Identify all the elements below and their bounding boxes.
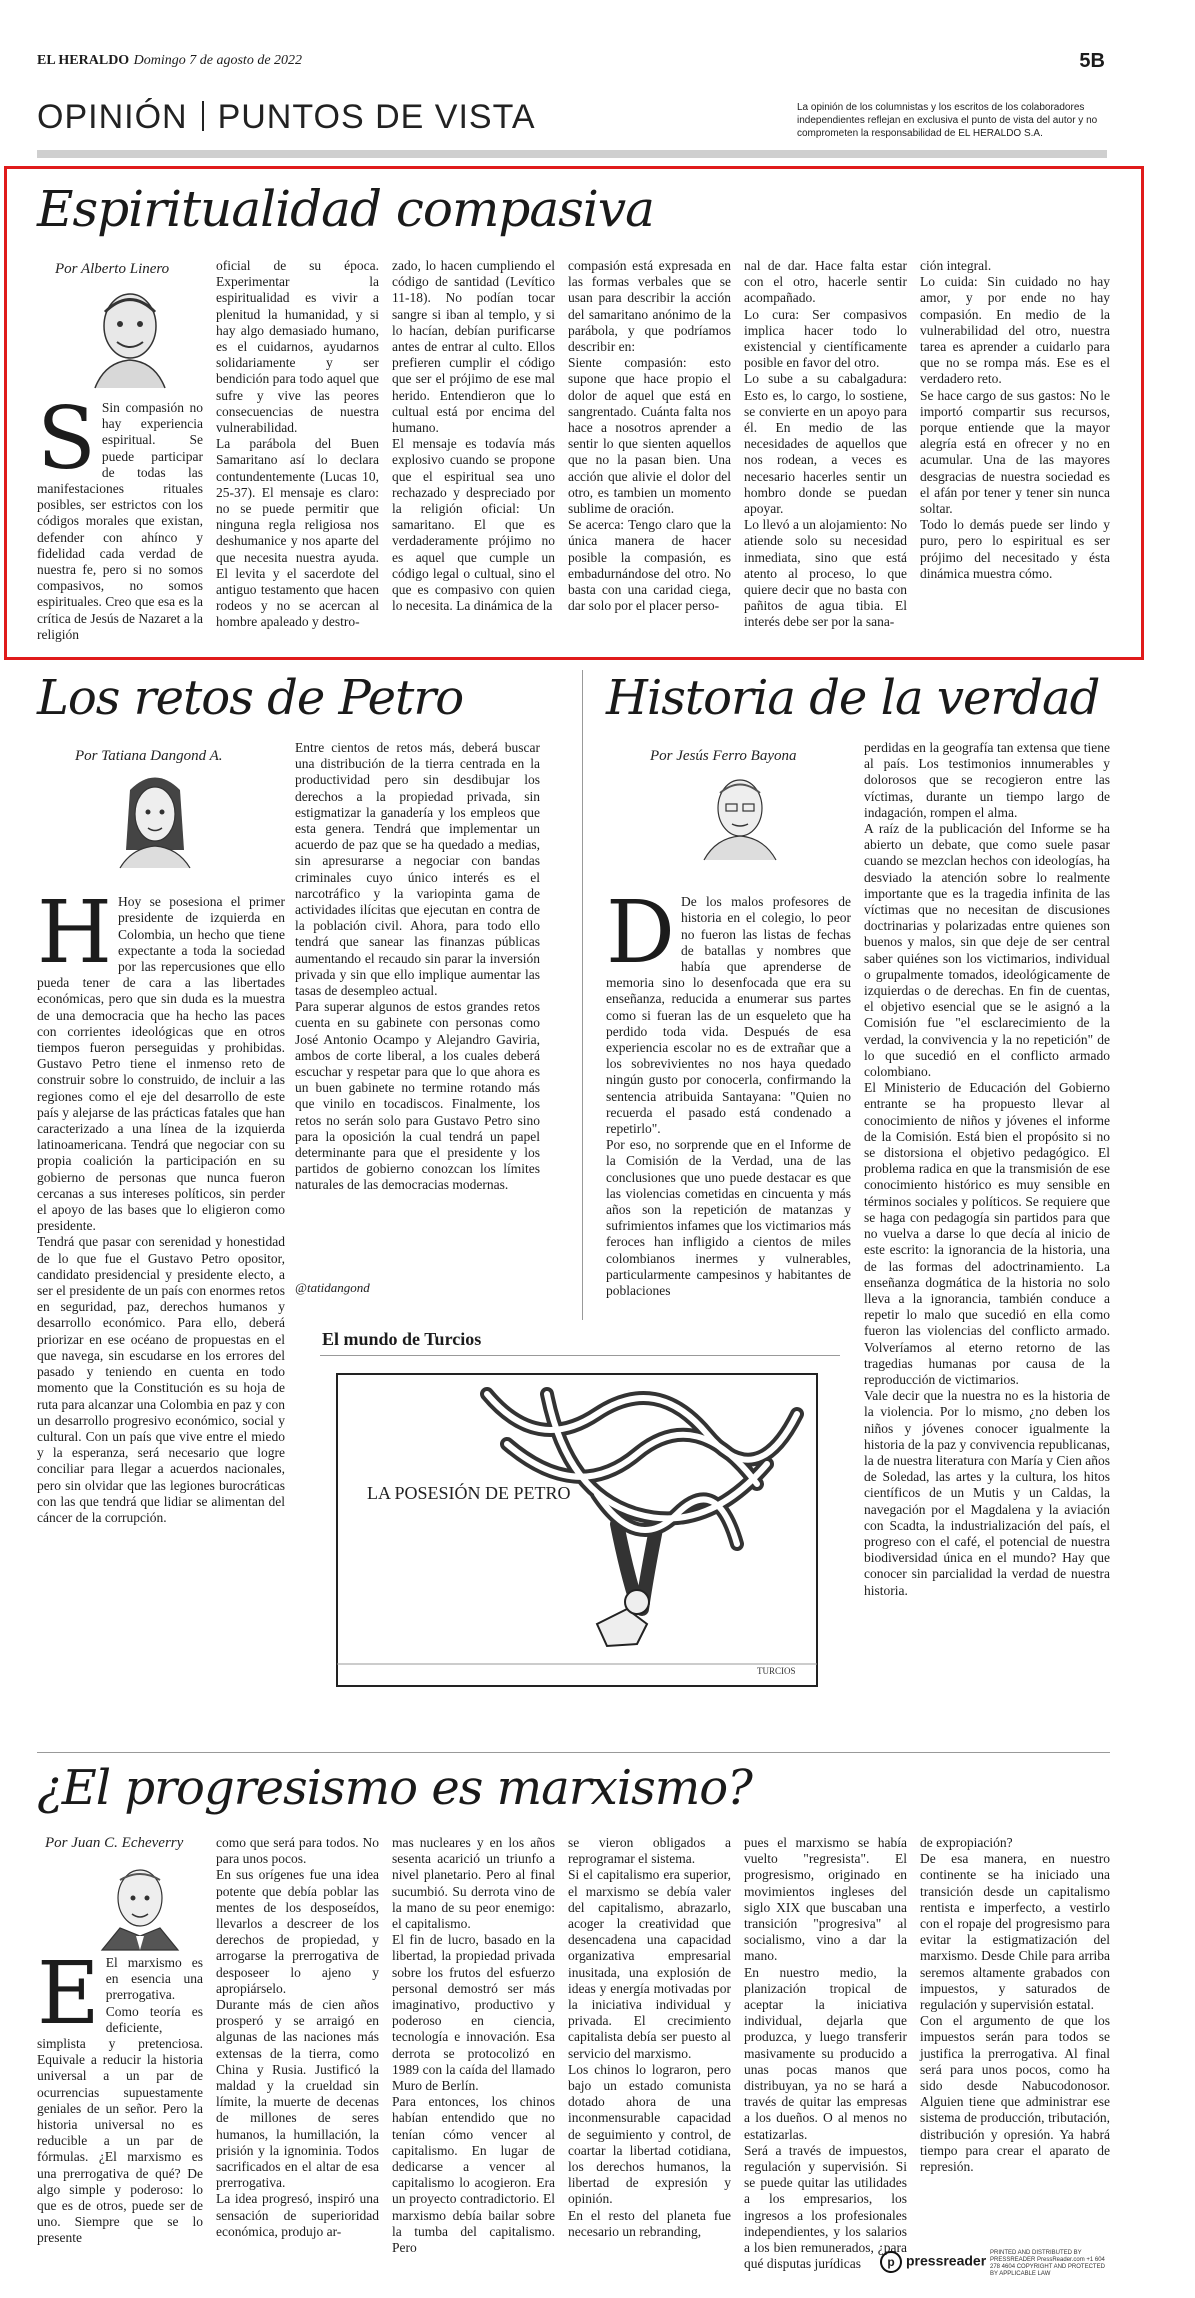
article2-byline: Por Tatiana Dangond A. <box>75 748 223 764</box>
article4-column-3: mas nucleares y en los años sesenta acarició un triunfo a nivel planetario. Pero al final sucumbió. Su derrota vino de la mano de su peor enemigo: el capitalismo. El fin de lucro, basado en la libertad, la propiedad privada sobre los frutos del esfuerzo personal demostró ser más imaginativo, productivo y poderoso en ciencia, tecnología e innovación. Esa derrota se protocolizó en 1989 con la caída del llamado Muro de Berlín. Para entonces, los chinos habían entendido que no tenían cómo vencer al capitalismo. En lugar de dedicarse a vencer al capitalismo lo acogieron. Era un proyecto contradictorio. El marxismo debía bailar sobre la tumba del capitalismo. Pero <box>392 1835 555 2256</box>
article4-byline: Por Juan C. Echeverry <box>45 1835 184 1851</box>
article2-column-1 <box>37 878 285 1525</box>
cartoon-illustration <box>337 1374 817 1686</box>
article3-column-2: perdidas en la geografía tan extensa que tiene al país. Los testimonios innumerables y dolorosos que se recogieron entre las víctimas, durante un tiempo largo de indagación, rompen el alma. A raíz de la publicación del Informe se ha abierto un debate, que como suele pasar cuando se mezclan hechos con ideologías, ha desviado la atención sobre lo realmente importante que es la tragedia infinita de las víctimas que no necesitan de discusiones doctrinarias y polarizadas entre quienes son buenos y malos, sin que deje de ser central saber quiénes son los victimarios, individual o grupalmente tomados, ideológicamente de izquierdas o de derechas. En fin de cuentas, el objetivo esencial que se le asignó a la Comisión fue "el esclarecimiento de la verdad, la convivencia y la no repetición" de lo que sucedió en el conflicto armado colombiano. El Ministerio de Educación del Gobierno entrante se ha propuesto llevar al conocimiento de niños y jóvenes el informe de la Comisión. Está bien el propósito si no se distorsiona el objetivo pedagógico. El problema radica en que la transmisión de ese conocimiento histórico es muy sensible en términos sociales y políticos. Se requiere que se haga con pedagogía sin partidos para que no vuelva a darse lo que decía al inicio de este escrito: la ignorancia de la historia, una de las formas del adoctrinamiento. La enseñanza dogmática de la historia no solo lleva a la ignorancia, también conduce a repetir lo malo que sucedió en ella como fueron las violencias del conflicto armado. Volveríamos al eterno retorno de las tragedias humanas por causa de la reproducción de victimarios. Vale decir que la nuestra no es la historia de la violencia. Por lo mismo, ¿no deben los niños y jóvenes conocer igualmente la historia de la paz y convivencia republicanas, la de nuestra literatura con María y Cien años de Soledad, las artes y la cultura, los hitos científicos de un Mutis y un Caldas, la navegación por el Magdalena y la aviación con Scadta, la industrialización del país, el progreso con el café, el potencial de nuestra biodiversidad única en el mundo? Hay que conocer sin parcialidad la verdad de nuestra historia. <box>864 740 1110 1598</box>
article1-column-6: ción integral. Lo cuida: Sin cuidado no hay amor, y por ende no hay compasión. En medio de la vulnerabilidad del otro, nuestra tarea es aprender a cuidarlo para que no se rompa más. Ese es el verdadero reto. Se hace cargo de sus gastos: No le importó compartir sus recursos, porque entiende que la mayor alegría está en ofrecer y no en acumular. Una de las mayores desgracias de nuestra sociedad es el afán por tener y tener sin nunca soltar. Todo lo demás puede ser lindo y puro, pero lo espiritual es ser prójimo del necesitado y ésta dinámica muestra cómo. <box>920 258 1110 581</box>
article1-byline: Por Alberto Linero <box>55 261 170 277</box>
column-text: Sin compasión no hay experiencia espiritual. Se puede participar de todas las manifestaciones rituales posibles, ser estrictos con los códigos morales que existan, defender con ahínco y fidelidad cada verdad de nuestra fe, pero si no somos compasivos, no somos espirituales. Creo que esa es la crítica de Jesús de Nazaret a la religión <box>37 400 203 642</box>
section-header <box>37 98 536 137</box>
section-name: OPINIÓN <box>37 98 188 136</box>
article4-column-6: de expropiación? De esa manera, en nuestro continente se ha iniciado una transición desde un capitalismo rentista e imperfecto, a vestirlo con el ropaje del progresismo para evitar la estigmatización del marxismo. Desde Chile para arriba seremos altamente grabados con impuestos, y saturados de regulación y supervisión estatal. Con el argumento de que los impuestos serán para todos se justifica la prerrogativa. Al final será para unos pocos, como ha sido desde Nabucodonosor. Alguien tiene que administrar ese sistema de producción, tributación, distribución y opresión. Ya habrá tiempo para crear el aparato de represión. <box>920 1835 1110 2175</box>
article1-headline: Espiritualidad compasiva <box>37 180 654 238</box>
cartoon-rule <box>320 1355 840 1356</box>
article3-column-1 <box>606 878 851 1303</box>
article1-column-1 <box>37 389 203 660</box>
dropcap: H <box>37 883 112 984</box>
dropcap: S <box>37 389 96 489</box>
column-divider <box>582 670 583 1320</box>
dropcap: D <box>606 883 675 984</box>
issue-date: Domingo 7 de agosto de 2022 <box>133 53 303 68</box>
cartoon-title: El mundo de Turcios <box>322 1329 482 1349</box>
column-text: Hoy se posesiona el primer presidente de izquierda en Colombia, un hecho que tiene expectante a toda la sociedad por las repercusiones que ello pueda tener de cara a las libertades económicas, pero que sin duda es la muestra de una democracia que ha hecho las paces con corrientes ideológicas que en otros tiempos fueron perseguidas y prohibidas. Gustavo Petro tiene el inmenso reto de construir sobre lo construido, de incluir a las regiones como el eje del desarrollo de este país y alejarse de las prácticas fatales que han caracterizado a una línea de la izquierda latinoamericana. Tendrá que negociar con su propia coalición la participación en su gobierno de personas que nunca fueron cercanas a sus intereses políticos, sin perder el apoyo de las bases que lo eligieron como presidente. Tendrá que pasar con serenidad y honestidad de lo que fue el Gustavo Petro opositor, candidato presidencial y presidente electo, a ser el presidente de un país con enormes retos en seguridad, paz, derechos humanos y desarrollo económico. Para ello, deberá priorizar en ese océano de propuestas en el que navega, sin escudarse en los errores del pasado y teniendo en cuenta en todo momento que la Constitución es su hoja de ruta para alcanzar una Colombia en paz y con un desarrollo progresivo económico, social y cultural. Con un país que vive entre el miedo y la esperanza, será necesario que logre conciliar para llegar a acuerdos nacionales, pero sin olvidar que las legiones burocráticas con las que tendrá que lidiar se alimentan del cáncer de la corrupción. <box>37 894 285 1525</box>
section-divider <box>202 101 204 131</box>
newspaper-name: EL HERALDO <box>37 53 130 68</box>
author-portrait-linero <box>75 282 185 388</box>
article1-column-5: nal de dar. Hace falta estar con el otro, hacerle sentir acompañado. Lo cura: Ser compasivos implica hacer todo lo existencial y científicamente posible en favor del otro. Lo sube a su cabalgadura: Esto es, lo cargo, lo sostiene, se convierte en un apoyo para él. En medio de las necesidades de aquellos que nos rodean, a veces es necesario hacerles sentir un hombro donde se puedan apoyar. Lo llevó a un alojamiento: No atiende solo su necesidad inmediata, sino que está atento al proceso, lo que quiere decir que no basta con pañitos de agua tibia. El interés debe ser por la sana- <box>744 258 907 630</box>
pressreader-wordmark: pressreader <box>906 2252 987 2269</box>
article2-twitter-handle: @tatidangond <box>295 1280 370 1295</box>
article4-column-4: se vieron obligados a reprogramar el sistema. Si el capitalismo era superior, el marxismo se debía valer del capitalismo, abrazarlo, acoger la creatividad que desencadena una capacidad organizativa empresarial inusitada, una explosión de ideas y energía motivadas por la iniciativa individual y privada. El crecimiento capitalista debía ser puesto al servicio del marxismo. Los chinos lo lograron, pero bajo un estado comunista dotado ahora de una inconmensurable capacidad de seguimiento y control, de coartar la libertad cotidiana, los derechos humanos, la libertad de expresión y opinión. En el resto del planeta fue necesario un rebranding, <box>568 1835 731 2239</box>
article4-column-2: como que será para todos. No para unos pocos. En sus orígenes fue una idea potente que debía poblar las mentes de los desposeídos, llevarlos a descreer de los derechos de propiedad, y arrogarse la prerrogativa de desposeer lo ajeno y apropiárselo. Durante más de cien años prosperó y se arraigó en algunas de las naciones más extensas de la tierra, como China y Rusia. Justificó la maldad y la crueldad sin límite, la muerte de decenas de millones de seres humanos, la humillación, la prisión y la ignominia. Todos sacrificados en el altar de esa prerrogativa. La idea progresó, inspiró una sensación de superioridad económica, produjo ar- <box>216 1835 379 2239</box>
article1-column-4: compasión está expresada en las formas verbales que se usan para describir la acción del samaritano anónimo de la parábola, y que podríamos describir en: Siente compasión: esto supone que hace propio el dolor de aquel que está en sangrentado. Cuánta falta nos hace a nosotros aprender a sentir lo que sienten aquellos que no la pasan bien. Una acción que alivie el dolor del otro, es tambien un momento sublime de oración. Se acerca: Tengo claro que la única manera de hacer posible la compasión, es embadurnándose del otro. No basta con una caridad ciega, dar solo por el placer perso- <box>568 258 731 614</box>
subsection-name: PUNTOS DE VISTA <box>217 98 536 136</box>
cartoon-signature: TURCIOS <box>757 1666 796 1676</box>
column-text: El marxismo es en esencia una prerrogativa. Como teoría es deficiente, simplista y pretenciosa. Equivale a reducir la historia universal a un par de ocurrencias supuestamente geniales de un señor. Pero la historia universal no es reducible a un par de fórmulas. ¿El marxismo es una prerrogativa de qué? De algo simple y poderoso: lo que es de otros, puede ser de uno. Siempre que se lo presente <box>37 1955 203 2246</box>
header-rule <box>37 150 1107 158</box>
section-divider-bottom <box>37 1752 1110 1753</box>
article3-headline: Historia de la verdad <box>606 670 1100 726</box>
page-number: 5B <box>1079 50 1105 72</box>
footer-copyright: PRINTED AND DISTRIBUTED BY PRESSREADER PressReader.com +1 604 278 4604 COPYRIGHT AND PROTECTED BY APPLICABLE LAW <box>990 2250 1105 2277</box>
pressreader-icon: p <box>880 2251 902 2273</box>
cartoon-caption: LA POSESIÓN DE PETRO <box>367 1483 571 1503</box>
article3-byline: Por Jesús Ferro Bayona <box>650 748 797 764</box>
article1-column-2: oficial de su época. Experimentar la espiritualidad es vivir a plenitud la humanidad, y si hay algo demasiado humano, es el cuidarnos, ayudarnos solidariamente y ser bendición para todo aquel que sufre y vive las peores consecuencias de nuestra vulnerabilidad. La parábola del Buen Samaritano así lo declara contundentemente (Lucas 10, 25-37). El mensaje es claro: no se puede permitir que ninguna regla religiosa nos deshumanice y nos aparte del que necesita nuestra ayuda. El levita y el sacerdote del antiguo testamento que hacen rodeos y no se acercan al hombre apaleado y destro- <box>216 258 379 630</box>
masthead-date-line <box>37 52 302 69</box>
pressreader-logo[interactable] <box>880 2251 986 2273</box>
article2-column-2: Entre cientos de retos más, deberá buscar una distribución de la tierra centrada en la productividad pero sin desdibujar los derechos a la propiedad privada, sin estigmatizar la ganadería y los empleos que esta genera. Tendrá que implementar un acuerdo de paz que se ha quedado a medias, sin apresurarse a negociar con bandas criminales cuyo único interés es el narcotráfico y la variopinta gama de actividades ilícitas que ejecutan en contra de la población civil. Ahora, para todo ello tendrá que sanear las finanzas públicas aumentando el recaudo sin parar la inversión privada y sin que ello implique aumentar las tasas de desempleo actual. Para superar algunos de estos grandes retos cuenta en su gabinete con personas como José Antonio Ocampo y Alejandro Gaviria, ambos de corte liberal, a los cuales deberá escuchar y respetar para que lo que ahora es un buen gabinete no termine rotando más que vinilo en tocadiscos. Finalmente, los retos no serán solo para Gustavo Petro sino para la oposición la cual tendrá un papel determinante para que el presidente y los partidos de gobierno conozcan los límites naturales de las democracias modernas. <box>295 740 540 1193</box>
editorial-disclaimer: La opinión de los columnistas y los escritos de los colaboradores independientes reflejan en exclusiva el punto de vista del autor y no comprometen la responsabilidad de EL HERALDO S.A. <box>797 102 1098 139</box>
author-portrait-echeverry <box>90 1858 190 1950</box>
article4-headline: ¿El progresismo es marxismo? <box>37 1760 752 1816</box>
article2-headline: Los retos de Petro <box>37 670 464 726</box>
author-portrait-ferro <box>690 768 790 860</box>
article4-column-5: pues el marxismo se había vuelto "regresista". El progresismo, originado en movimientos ingleses del siglo XIX que buscaban una transición "progresiva" al socialismo, vino a dar la mano. En nuestro medio, la planización tropical de aceptar la iniciativa individual, dejarla que produzca, y luego transferir masivamente su producido a unas pocas manos que distribuyan, ya no se hará a través de quitar las empresas a los dueños. O al menos no estatizarlas. Será a través de impuestos, regulación y supervisión. Si se puede quitar las utilidades a los empresarios, los ingresos a los profesionales independientes, y los salarios a los bien remunerados, ¿para qué disputas jurídicas <box>744 1835 907 2272</box>
dropcap: E <box>37 1944 100 2044</box>
article4-column-1 <box>37 1944 203 2255</box>
author-portrait-dangond <box>110 770 200 868</box>
column-text: De los malos profesores de historia en el colegio, lo peor no fueron las listas de fechas de batallas y nombres que había que aprenderse de memoria sino lo desenfocada que era su enseñanza, reducida a enumerar sus partes como si fueran las de un esqueleto que ha perdido toda vida. Después de esa experiencia escolar no es de extrañar que a los sobrevivientes no nos haya quedado ningún gusto por conocerla, confirmando la sentencia atribuida Santayana: "Quien no recuerda el pasado está condenado a repetirlo". Por eso, no sorprende que en el Informe de la Comisión de la Verdad, una de las conclusiones que uno puede destacar es que las violencias cometidas en cincuenta y más años son la repetición de matanzas y sufrimientos infames que los victimarios más feroces han infligido a cientos de miles colombianos inermes y vulnerables, particularmente campesinos y habitantes de poblaciones <box>606 894 851 1299</box>
article1-column-3: zado, lo hacen cumpliendo el código de santidad (Levítico 11-18). No podían tocar sangre si iban al templo, y si lo hacían, debían purificarse antes de entrar al culto. Ellos prefieren cumplir el código que ser el prójimo de ese mal herido. Entendieron que lo cultual está por encima del humano. El mensaje es todavía más explosivo cuando se propone que el espiritual sea uno rechazado y despreciado por la religión oficial: Un samaritano. El que es verdaderamente prójimo no es aquel que cumple un código legal o cultual, sino el que es compasivo con quien lo necesita. La dinámica de la <box>392 258 555 614</box>
